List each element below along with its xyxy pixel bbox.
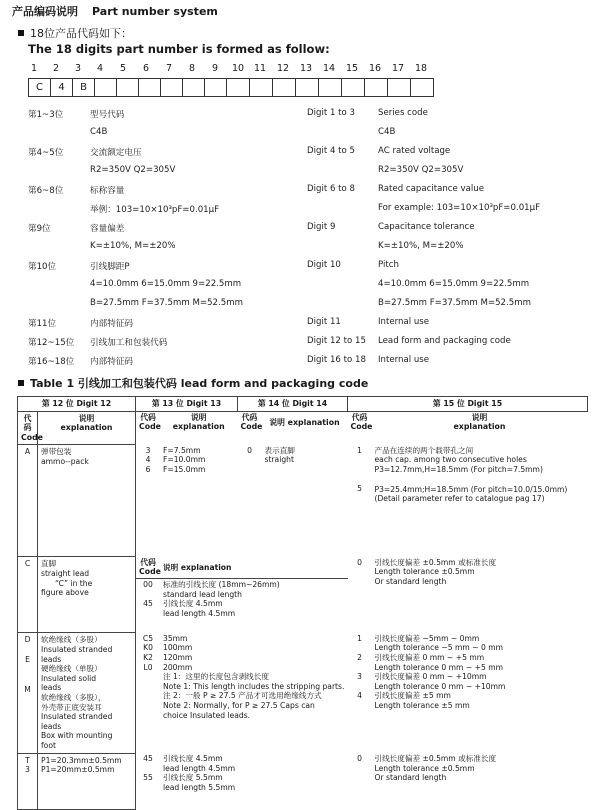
spec-en-label: Digit 9 <box>307 222 336 232</box>
spec-cn-label: 第6~8位 <box>28 186 64 196</box>
digit-number: 10 <box>231 63 245 74</box>
title-en: Part number system <box>92 5 218 18</box>
digit-number: 11 <box>253 63 267 74</box>
spec-en-name: Pitch <box>378 260 399 270</box>
spec-en-name: Series code <box>378 108 428 118</box>
table1-heading: Table 1 引线加工和包装代码 lead form and packaging code <box>18 375 368 391</box>
digit-box <box>272 78 296 97</box>
code-a: A <box>18 445 38 557</box>
spec-cn-value: K=±10%, M=±20% <box>90 241 176 251</box>
col14-headers: 代码 Code 说明 explanation <box>240 412 340 432</box>
spec-cn-label: 第11位 <box>28 319 57 329</box>
header-digit15: 第 15 位 Digit 15 <box>348 397 588 412</box>
spec-cn-name: 内部特征码 <box>90 319 133 329</box>
digit-number: 5 <box>119 63 127 74</box>
digit-box <box>116 78 139 97</box>
digit-number: 13 <box>299 63 313 74</box>
digit-number: 7 <box>165 63 173 74</box>
col13-headers: 代码 Code 说明 explanation <box>139 412 225 432</box>
desc-a: 弹带包装 ammo--pack <box>38 445 136 557</box>
spec-en-value: For example: 103=10×10³pF=0.01μF <box>378 203 541 213</box>
lead-form-table <box>17 396 588 810</box>
spec-cn-name: 内部特征码 <box>90 357 133 367</box>
spec-en-value: B=27.5mm F=37.5mm M=52.5mm <box>378 298 531 308</box>
table-row-dem: D E M 软绝缘线（多股） Insulated stranded leads 硬绝缘线（单股） Insulated solid leads 软绝缘线（多股）， 外壳带正底安装耳 Insulated stranded leads Box with mounting foot C5 K0 K2 L0 35mm 100mm 120mm 200mm 注 1：这里的长度包含剥线长度 Note 1: This length includes the stripping parts. 注 2：一般 P ≥ 27.5 产品才可选用绝缘线方式 Note 2: Normally, for P ≥ 27.5 Caps can choice Insulated leads. 1 2 3 4 引线长度偏差 −5mm ~ 0mm Length tolerance −5 mm ~ 0 mm 引线长度偏差 0 mm ~ +5 mm Length tolerance 0 mm ~ +5 mm 引线长度偏差 0 mm ~ +10mm Length tolerance 0 mm ~ +10mm 引线长度偏差 ±5 mm Length tolerance ±5 mm <box>18 633 588 753</box>
spec-cn-value: R2=350V Q2=305V <box>90 165 176 175</box>
col-explanation: 说明 explanation <box>38 411 136 445</box>
page-title <box>12 3 218 19</box>
digit-number: 17 <box>391 63 405 74</box>
spec-en-value: C4B <box>378 127 396 137</box>
digit-number: 9 <box>211 63 219 74</box>
spec-en-label: Digit 12 to 15 <box>307 336 366 346</box>
digit-box <box>364 78 388 97</box>
spec-cn-label: 第16~18位 <box>28 357 75 367</box>
digit-number: 3 <box>74 63 82 74</box>
spec-en-name: Internal use <box>378 355 430 365</box>
code-c: C <box>18 557 38 633</box>
digit-box <box>341 78 365 97</box>
spec-en-label: Digit 6 to 8 <box>307 184 355 194</box>
spec-en-name: Lead form and packaging code <box>378 336 511 346</box>
spec-en-name: Capacitance tolerance <box>378 222 475 232</box>
header-digit13: 第 13 位 Digit 13 <box>136 397 238 412</box>
header-digit12: 第 12 位 Digit 12 <box>18 397 136 412</box>
digit-number: 16 <box>368 63 382 74</box>
desc-t3: P1=20.3mm±0.5mm P1=20mm±0.5mm <box>38 753 136 809</box>
digit-number: 2 <box>52 63 60 74</box>
spec-en-name: Rated capacitance value <box>378 184 485 194</box>
spec-cn-value: C4B <box>90 127 108 137</box>
digit-box <box>204 78 227 97</box>
spec-cn-name: 引线加工和包装代码 <box>90 338 168 348</box>
digit-box: 4 <box>50 78 73 97</box>
bullet-square-icon <box>18 380 24 386</box>
digit-box <box>410 78 434 97</box>
digit-box <box>182 78 205 97</box>
spec-cn-value: 4=10.0mm 6=15.0mm 9=22.5mm <box>90 279 242 289</box>
digit-box <box>160 78 183 97</box>
table-row-t3: T 3 P1=20.3mm±0.5mm P1=20mm±0.5mm 45 55 引线长度 4.5mm lead length 4.5mm 引线长度 5.5mm lead length 5.5mm 0 引线长度偏差 ±0.5mm 或标准长度 Length tolerance ±0.5mm Or standard length <box>18 753 588 809</box>
spec-cn-name: 引线脚距P <box>90 262 130 272</box>
digit-number: 18 <box>414 63 428 74</box>
spec-en-value: R2=350V Q2=305V <box>378 165 464 175</box>
spec-cn-value: B=27.5mm F=37.5mm M=52.5mm <box>90 298 243 308</box>
spec-en-name: AC rated voltage <box>378 146 451 156</box>
desc-dem: 软绝缘线（多股） Insulated stranded leads 硬绝缘线（单股） Insulated solid leads 软绝缘线（多股）， 外壳带正底安装耳 Insulated stranded leads Box with mounting foot <box>38 633 136 753</box>
title-cn: 产品编码说明 <box>12 5 78 18</box>
spec-cn-label: 第4~5位 <box>28 148 64 158</box>
digit-box <box>138 78 161 97</box>
bullet-square-icon <box>18 30 24 36</box>
spec-en-name: Internal use <box>378 317 430 327</box>
table-row-a: A 弹带包装 ammo--pack 3 4 6 F=7.5mm F=10.0mm F=15.0mm 0 表示直脚 straight 1 5 产品在连续的两个载带孔之间 each cap. among two consecutive holes P3=12.7mm,H=18.5mm (For pitch=7.5mm) P3=25.4mm;H=18.5mm (For pitch=10.0/15.0mm) (Detail parameter refer to catalogue pag 17) <box>18 445 588 557</box>
section-18-digits-cn: 18位产品代码如下： <box>18 25 132 41</box>
table-row-c: C 直脚 straight lead “C” in the figure above 代码 Code 说明 explanation 00 45 标准的引线长度 (18mm~26mm) standard lead length 引线长度 4.5mm lead length 4.5mm 0 引线长度偏差 ±0.5mm 或标准长度 Length tolerance ±0.5mm Or standard length <box>18 557 588 633</box>
desc-c: 直脚 straight lead “C” in the figure above <box>38 557 136 633</box>
spec-en-label: Digit 16 to 18 <box>307 355 366 365</box>
digit-number: 8 <box>188 63 196 74</box>
spec-cn-name: 交流额定电压 <box>90 148 142 158</box>
header-digit14: 第 14 位 Digit 14 <box>238 397 348 412</box>
col-code: 代码 Code <box>18 411 38 445</box>
digit-box <box>226 78 250 97</box>
spec-cn-label: 第10位 <box>28 262 57 272</box>
code-t3: T 3 <box>18 753 38 809</box>
digit-number: 6 <box>142 63 150 74</box>
spec-en-label: Digit 4 to 5 <box>307 146 355 156</box>
code-dem: D E M <box>18 633 38 753</box>
spec-cn-name: 标称容量 <box>90 186 125 196</box>
digit-box <box>249 78 273 97</box>
spec-cn-label: 第1~3位 <box>28 110 64 120</box>
spec-en-label: Digit 11 <box>307 317 341 327</box>
spec-en-value: 4=10.0mm 6=15.0mm 9=22.5mm <box>378 279 530 289</box>
section-18-digits-en: The 18 digits part number is formed as follow: <box>28 42 330 56</box>
spec-cn-value: 举例：103=10×10³pF=0.01μF <box>90 205 220 215</box>
spec-en-label: Digit 10 <box>307 260 341 270</box>
digit-number: 14 <box>322 63 336 74</box>
digit-number: 12 <box>276 63 290 74</box>
digit-box-row <box>28 78 433 97</box>
spec-en-value: K=±10%, M=±20% <box>378 241 464 251</box>
digit-box: B <box>72 78 95 97</box>
spec-en-label: Digit 1 to 3 <box>307 108 355 118</box>
spec-cn-name: 型号代码 <box>90 110 125 120</box>
digit-number: 1 <box>30 63 38 74</box>
digit-box <box>295 78 319 97</box>
digit-box <box>94 78 117 97</box>
spec-cn-name: 容量偏差 <box>90 224 125 234</box>
digit-box: C <box>28 78 51 97</box>
col15-headers: 代码 Code 说明 explanation <box>350 412 506 432</box>
digit-number: 4 <box>96 63 104 74</box>
digit-number: 15 <box>345 63 359 74</box>
digit-box <box>318 78 342 97</box>
digit-box <box>387 78 411 97</box>
spec-cn-label: 第12~15位 <box>28 338 75 348</box>
spec-cn-label: 第9位 <box>28 224 51 234</box>
